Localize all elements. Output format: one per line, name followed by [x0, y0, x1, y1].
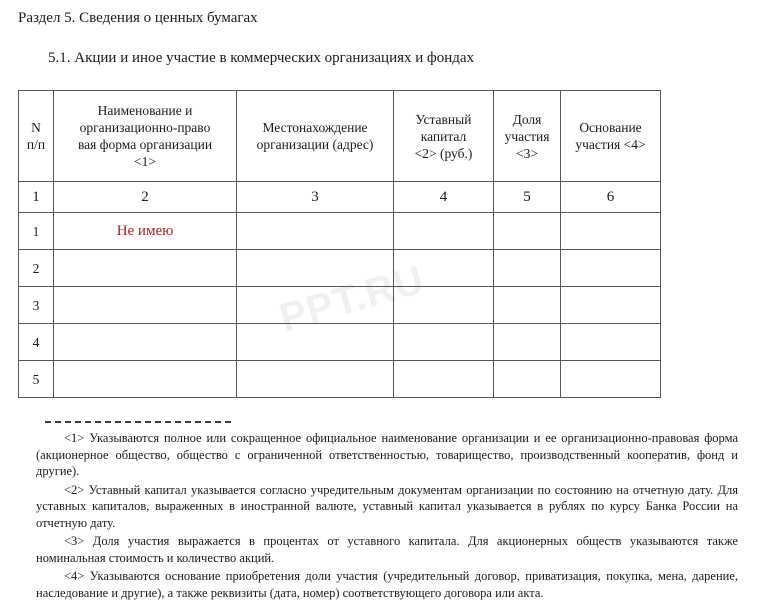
header-line: Уставный: [415, 111, 472, 127]
cell-share[interactable]: [494, 287, 561, 324]
cell-basis[interactable]: [561, 324, 661, 361]
header-line: вая форма организации: [77, 137, 213, 152]
securities-table-container: [18, 90, 660, 398]
cell-organization-name[interactable]: [54, 250, 237, 287]
row-number: 4: [19, 324, 54, 361]
table-row: [19, 361, 661, 398]
cell-organization-name[interactable]: [54, 361, 237, 398]
table-row: [19, 250, 661, 287]
header-cell-share: [494, 91, 561, 182]
table-row: [19, 324, 661, 361]
header-line: организации (адрес): [256, 137, 374, 152]
header-line: Основание: [579, 120, 642, 135]
header-line: <2> (руб.): [414, 145, 473, 161]
cell-location[interactable]: [237, 324, 394, 361]
subsection-title: 5.1. Акции и иное участие в коммерческих организациях и фондах: [48, 50, 475, 66]
column-number-row: [19, 182, 661, 213]
header-line: Наименование и: [97, 103, 193, 118]
header-line: <3>: [516, 145, 538, 161]
header-line: Местонахождение: [262, 120, 368, 135]
footnote-3: <3> Доля участия выражается в процентах от уставного капитала. Для акционерных обществ указываются также номинальная стоимость и количество акций.: [36, 534, 738, 565]
cell-location[interactable]: [237, 213, 394, 250]
cell-location[interactable]: [237, 361, 394, 398]
header-line: Доля: [512, 111, 542, 127]
footnote-1: <1> Указываются полное или сокращенное официальное наименование организации и ее организационно-правовая форма (акционерное общество, общество с ограниченной ответственностью, товарищество, производственный кооператив, фонд и другие).: [36, 431, 738, 478]
column-number: 2: [54, 182, 237, 213]
table-header-row: [19, 91, 661, 182]
table-row: [19, 213, 661, 250]
header-line: участия <4>: [575, 137, 646, 152]
cell-location[interactable]: [237, 287, 394, 324]
cell-organization-name[interactable]: [54, 213, 237, 250]
header-line: п/п: [26, 137, 46, 152]
column-number: 4: [394, 182, 494, 213]
footnotes-block: [36, 430, 738, 603]
cell-capital[interactable]: [394, 324, 494, 361]
table-row: [19, 287, 661, 324]
header-line: N: [31, 120, 41, 135]
header-cell-capital: [394, 91, 494, 182]
column-number: 6: [561, 182, 661, 213]
cell-share[interactable]: [494, 361, 561, 398]
header-cell-name: [54, 91, 237, 182]
securities-table: [18, 90, 661, 398]
page-title: Раздел 5. Сведения о ценных бумагах: [18, 10, 258, 26]
table-header: [19, 91, 661, 182]
header-line: <1>: [134, 154, 156, 169]
header-line: участия: [504, 128, 550, 144]
cell-organization-name[interactable]: [54, 287, 237, 324]
header-cell-number: [19, 91, 54, 182]
footnote-2: <2> Уставный капитал указывается согласно учредительным документам организации по состоянию на отчетную дату. Для уставных капиталов, выраженных в иностранной валюте, уставный капитал указывается в рублях по курсу Банка России на отчетную дату.: [36, 482, 738, 530]
cell-share[interactable]: [494, 324, 561, 361]
table-body: [19, 182, 661, 398]
column-number: 3: [237, 182, 394, 213]
header-cell-basis: [561, 91, 661, 182]
header-line: капитал: [420, 128, 467, 144]
entry-text: Не имею: [116, 223, 174, 239]
watermark: PPT.RU: [274, 257, 430, 341]
cell-basis[interactable]: [561, 361, 661, 398]
cell-capital[interactable]: [394, 361, 494, 398]
cell-basis[interactable]: [561, 213, 661, 250]
cell-capital[interactable]: [394, 250, 494, 287]
header-cell-location: [237, 91, 394, 182]
cell-location[interactable]: [237, 250, 394, 287]
cell-basis[interactable]: [561, 287, 661, 324]
row-number: 2: [19, 250, 54, 287]
cell-basis[interactable]: [561, 250, 661, 287]
row-number: 3: [19, 287, 54, 324]
row-number: 5: [19, 361, 54, 398]
cell-share[interactable]: [494, 213, 561, 250]
footnote-separator: [45, 421, 231, 423]
header-line: организационно-право: [79, 120, 211, 135]
cell-capital[interactable]: [394, 213, 494, 250]
cell-capital[interactable]: [394, 287, 494, 324]
footnote-4: <4> Указываются основание приобретения доли участия (учредительный договор, приватизация, покупка, мена, дарение, наследование и другие), а также реквизиты (дата, номер) соответствующего договора или акта.: [36, 569, 738, 600]
column-number: 1: [19, 182, 54, 213]
column-number: 5: [494, 182, 561, 213]
row-number: 1: [19, 213, 54, 250]
cell-organization-name[interactable]: [54, 324, 237, 361]
cell-share[interactable]: [494, 250, 561, 287]
